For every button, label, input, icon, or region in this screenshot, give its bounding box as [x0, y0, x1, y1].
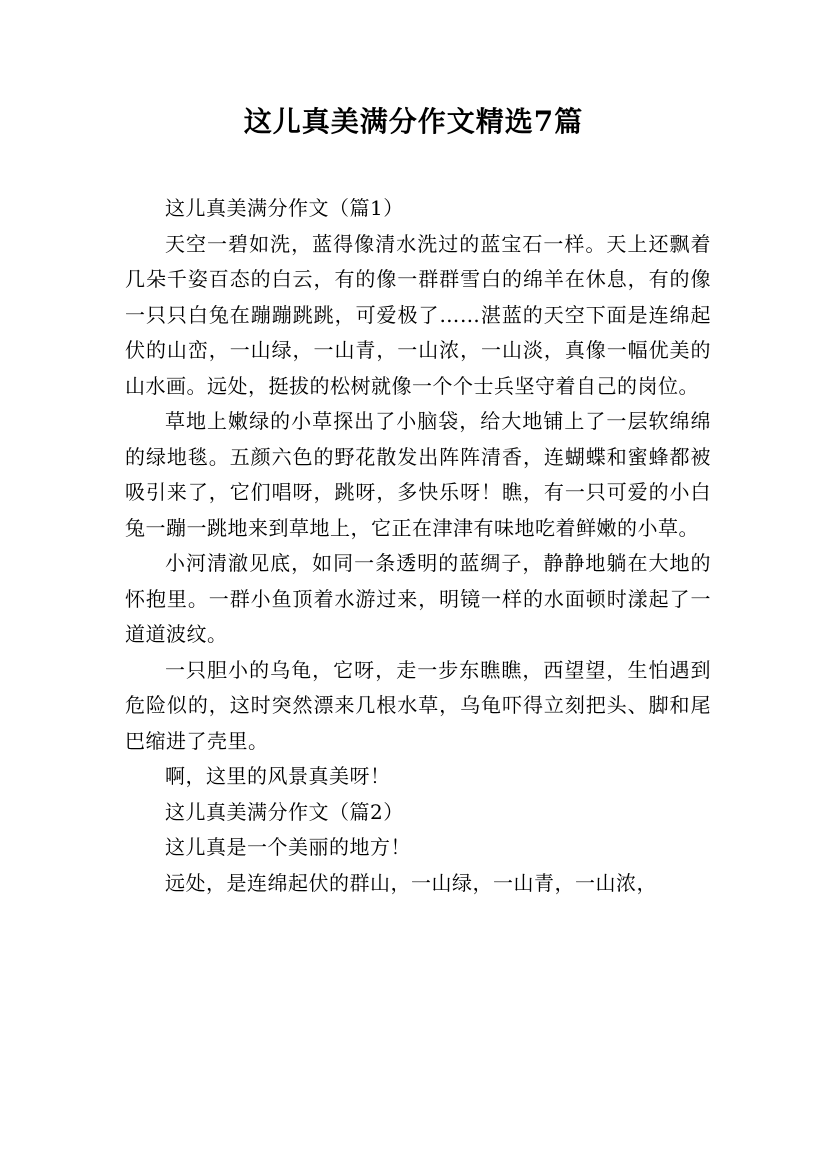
paragraph-grass: 草地上嫩绿的小草探出了小脑袋，给大地铺上了一层软绵绵的绿地毯。五颜六色的野花散发出阵阵清香，连蝴蝶和蜜蜂都被吸引来了，它们唱呀，跳呀，多快乐呀！瞧，有一只可爱的小白兔一蹦一跳地来到草地上，它正在津津有味地吃着鲜嫩的小草。 — [125, 409, 711, 540]
document-title: 这儿真美满分作文精选7篇 — [243, 105, 584, 138]
paragraph-turtle: 一只胆小的乌龟，它呀，走一步东瞧瞧，西望望，生怕遇到危险似的，这时突然漂来几根水草，乌龟吓得立刻把头、脚和尾巴缩进了壳里。 — [125, 657, 711, 753]
paragraph-exclaim: 啊，这里的风景真美呀！ — [165, 764, 391, 788]
paragraph-mountains: 远处，是连绵起伏的群山，一山绿，一山青，一山浓， — [165, 870, 657, 895]
paragraph-intro-2: 这儿真是一个美丽的地方！ — [165, 835, 411, 859]
document-body — [125, 191, 711, 901]
paragraph-river: 小河清澈见底，如同一条透明的蓝绸子，静静地躺在大地的怀抱里。一群小鱼顶着水游过来，明镜一样的水面顿时漾起了一道道波纹。 — [125, 551, 711, 646]
section-heading-1: 这儿真美满分作文（篇1） — [165, 196, 404, 220]
paragraph-sky: 天空一碧如洗，蓝得像清水洗过的蓝宝石一样。天上还飘着几朵千姿百态的白云，有的像一群群雪白的绵羊在休息，有的像一只只白兔在蹦蹦跳跳，可爱极了……湛蓝的天空下面是连绵起伏的山峦，一山绿，一山青，一山浓，一山淡，真像一幅优美的山水画。远处，挺拔的松树就像一个个士兵坚守着自己的岗位。 — [125, 231, 711, 398]
section-heading-2: 这儿真美满分作文（篇2） — [165, 799, 404, 824]
